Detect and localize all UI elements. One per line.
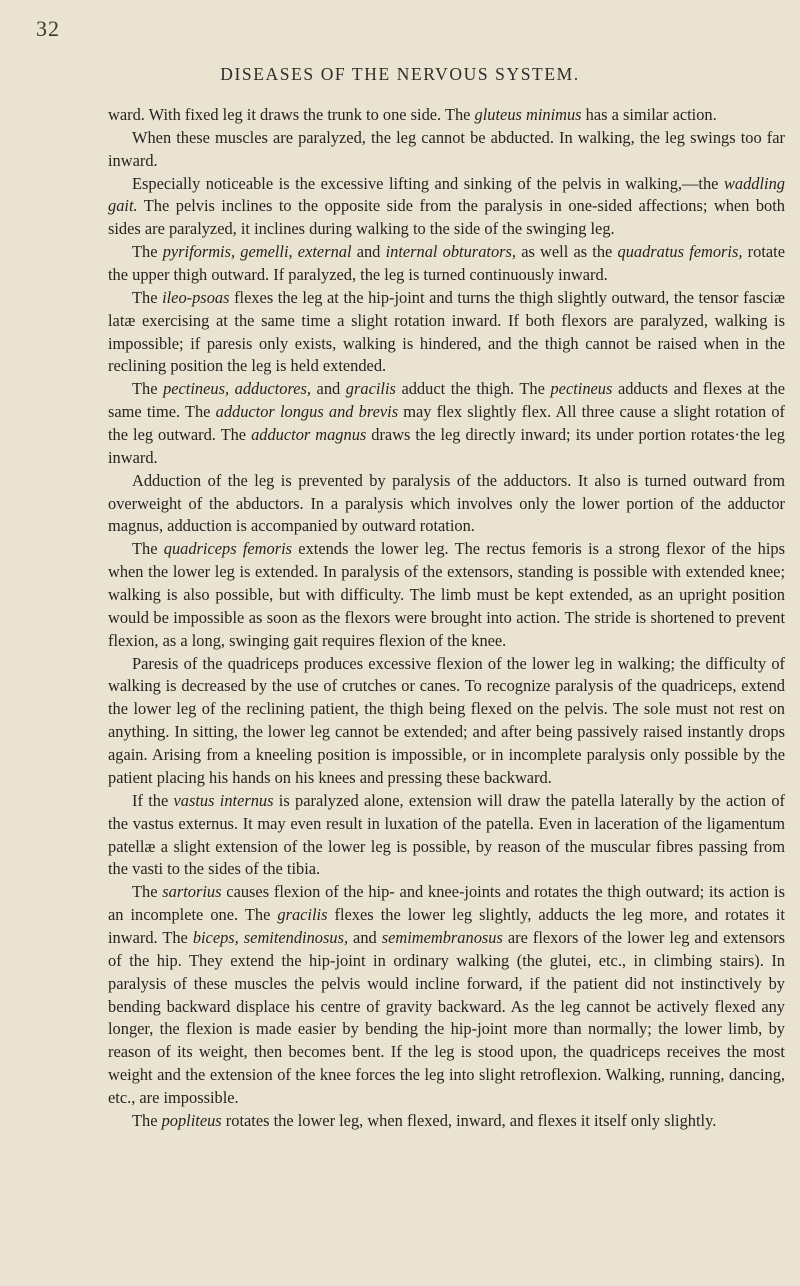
paragraph: [108, 881, 785, 1110]
italic-term: pectineus, adductores,: [163, 379, 311, 399]
italic-term: popliteus: [161, 1110, 222, 1130]
text-run: has a similar action.: [581, 105, 717, 124]
italic-term: gracilis: [345, 379, 396, 399]
text-run: flexes the lower leg slightly, adducts the leg more, and rotates it inward. The: [108, 905, 785, 947]
italic-term: adductor longus and brevis: [215, 402, 399, 422]
body-text: [108, 104, 785, 1133]
italic-term: quadratus femoris,: [617, 242, 743, 262]
paragraph: [108, 378, 785, 469]
italic-term: gracilis: [277, 905, 328, 925]
text-run: and: [351, 242, 386, 262]
italic-term: internal obturators,: [385, 242, 516, 262]
page-number: 32: [36, 16, 60, 41]
paragraph: [108, 653, 785, 790]
text-run: extends the lower leg. The rectus femoris is a strong flexor of the hips when the lower leg is extended. In paralysis of the extensors, standing is possible with extended knee; walking is also possible, but with difficulty. The limb must be kept extended, as an upright position would be impossible as soon as the flexors were brought into action. The stride is shortened to prevent flexion, as a long, swinging gait requires flexion of the knee.: [108, 539, 785, 650]
text-run: is paralyzed alone, extension will draw the patella laterally by the action of the vastus externus. It may even result in luxation of the patella. Even in laceration of the ligamentum patellæ a slight extension of the lower leg is possible, by reason of the muscular fibres passing from the vasti to the sides of the tibia.: [108, 790, 786, 879]
text-run: are flexors of the lower leg and extensors of the hip. They extend the hip-joint in ordinary walking (the glutei, etc., in climbing stairs). In paralysis of these muscles the pelvis would incline forward, if the patient did not instinctively by bending backward displace his centre of gravity backward. As the leg cannot be actively flexed any longer, the flexion is made easier by bending the hip-joint more than normally; the lower limb, by reason of its weight, then becomes bent. If the leg is stood upon, the quadriceps receives the most weight and the extension of the knee forces the leg into slight retroflexion. Walking, running, dancing, etc., are impossible.: [108, 927, 785, 1107]
text-run: The: [132, 287, 163, 307]
text-run: adducts and flexes at the same time. The: [108, 379, 785, 422]
paragraph: [108, 127, 785, 173]
italic-term: pyriformis, gemelli, external: [162, 242, 352, 262]
text-run: and: [310, 379, 346, 399]
paragraph: [108, 470, 785, 539]
paragraph: [108, 241, 785, 287]
text-run: Paresis of the quadriceps produces excessive flexion of the lower leg in walking; the difficulty of walking is decreased by the use of crutches or canes. To recognize paralysis of the quadriceps, extend the lower leg of the reclining patient, the thigh being flexed on the pelvis. The sole must not rest on anything. In sitting, the lower leg cannot be extended; and after being passively raised instantly drops again. Arising from a kneeling position is impossible, or in incomplete paralysis only possible by the patient placing his hands on his knees and pressing these backward.: [108, 653, 785, 787]
text-run: The: [132, 379, 164, 399]
paragraph: [108, 790, 785, 881]
text-run: may flex slightly flex. All three cause a slight rotation of the leg outward. The: [108, 402, 785, 445]
text-run: causes flexion of the hip- and knee-joints and rotates the thigh outward; its action is an incomplete one. The: [108, 882, 785, 925]
paragraph: [108, 104, 785, 127]
paragraph: [108, 1110, 785, 1133]
italic-term: waddling gait.: [108, 173, 785, 216]
text-run: flexes the leg at the hip-joint and turns the thigh slightly outward, the tensor fasciæ latæ exercising at the same time a slight rotation inward. If both flexors are paralyzed, walking is impossible; if paresis only exists, walking is hindered, and the thigh cannot be raised when in the reclining position the leg is held extended.: [108, 287, 785, 376]
italic-term: pectineus: [550, 379, 613, 399]
text-run: The: [132, 1110, 162, 1130]
text-run: The: [132, 539, 164, 559]
running-title: DISEASES OF THE NERVOUS SYSTEM.: [220, 64, 580, 84]
italic-term: quadriceps femoris: [163, 539, 293, 559]
italic-term: adductor magnus: [251, 425, 367, 445]
text-run: as well as the: [516, 242, 618, 262]
italic-term: gluteus minimus: [474, 105, 582, 124]
text-run: Adduction of the leg is prevented by paralysis of the adductors. It also is turned outward from overweight of the abductors. In a paralysis which involves only the lower portion of the adductor magnus, adduction is accompanied by outward rotation.: [108, 470, 785, 536]
paragraph: [108, 173, 785, 242]
italic-term: vastus internus: [173, 790, 274, 810]
paragraph: [108, 538, 785, 652]
text-run: The: [132, 882, 163, 902]
text-run: rotates the lower leg, when flexed, inward, and flexes it itself only slightly.: [221, 1110, 717, 1130]
text-run: The: [132, 242, 163, 262]
italic-term: semimembranosus: [381, 927, 503, 947]
text-run: The pelvis inclines to the opposite side from the paralysis in one-sided affections; when both sides are paralyzed, it inclines during walking to the side of the swinging leg.: [108, 196, 785, 239]
text-run: and: [348, 927, 382, 947]
italic-term: ileo-psoas: [162, 287, 230, 307]
italic-term: sartorius: [162, 882, 222, 902]
italic-term: biceps, semitendinosus,: [192, 927, 349, 947]
text-run: rotate the upper thigh outward. If paralyzed, the leg is turned continuously inward.: [108, 242, 785, 285]
text-run: Especially noticeable is the excessive lifting and sinking of the pelvis in walking,—the: [132, 173, 724, 193]
text-run: When these muscles are paralyzed, the leg cannot be abducted. In walking, the leg swings too far inward.: [108, 127, 785, 170]
text-run: adduct the thigh. The: [395, 379, 551, 399]
paragraph: [108, 287, 785, 378]
text-run: ward. With fixed leg it draws the trunk to one side. The: [108, 105, 475, 124]
text-run: draws the leg directly inward; its under portion rotates·the leg inward.: [108, 425, 785, 467]
text-run: If the: [132, 790, 174, 810]
